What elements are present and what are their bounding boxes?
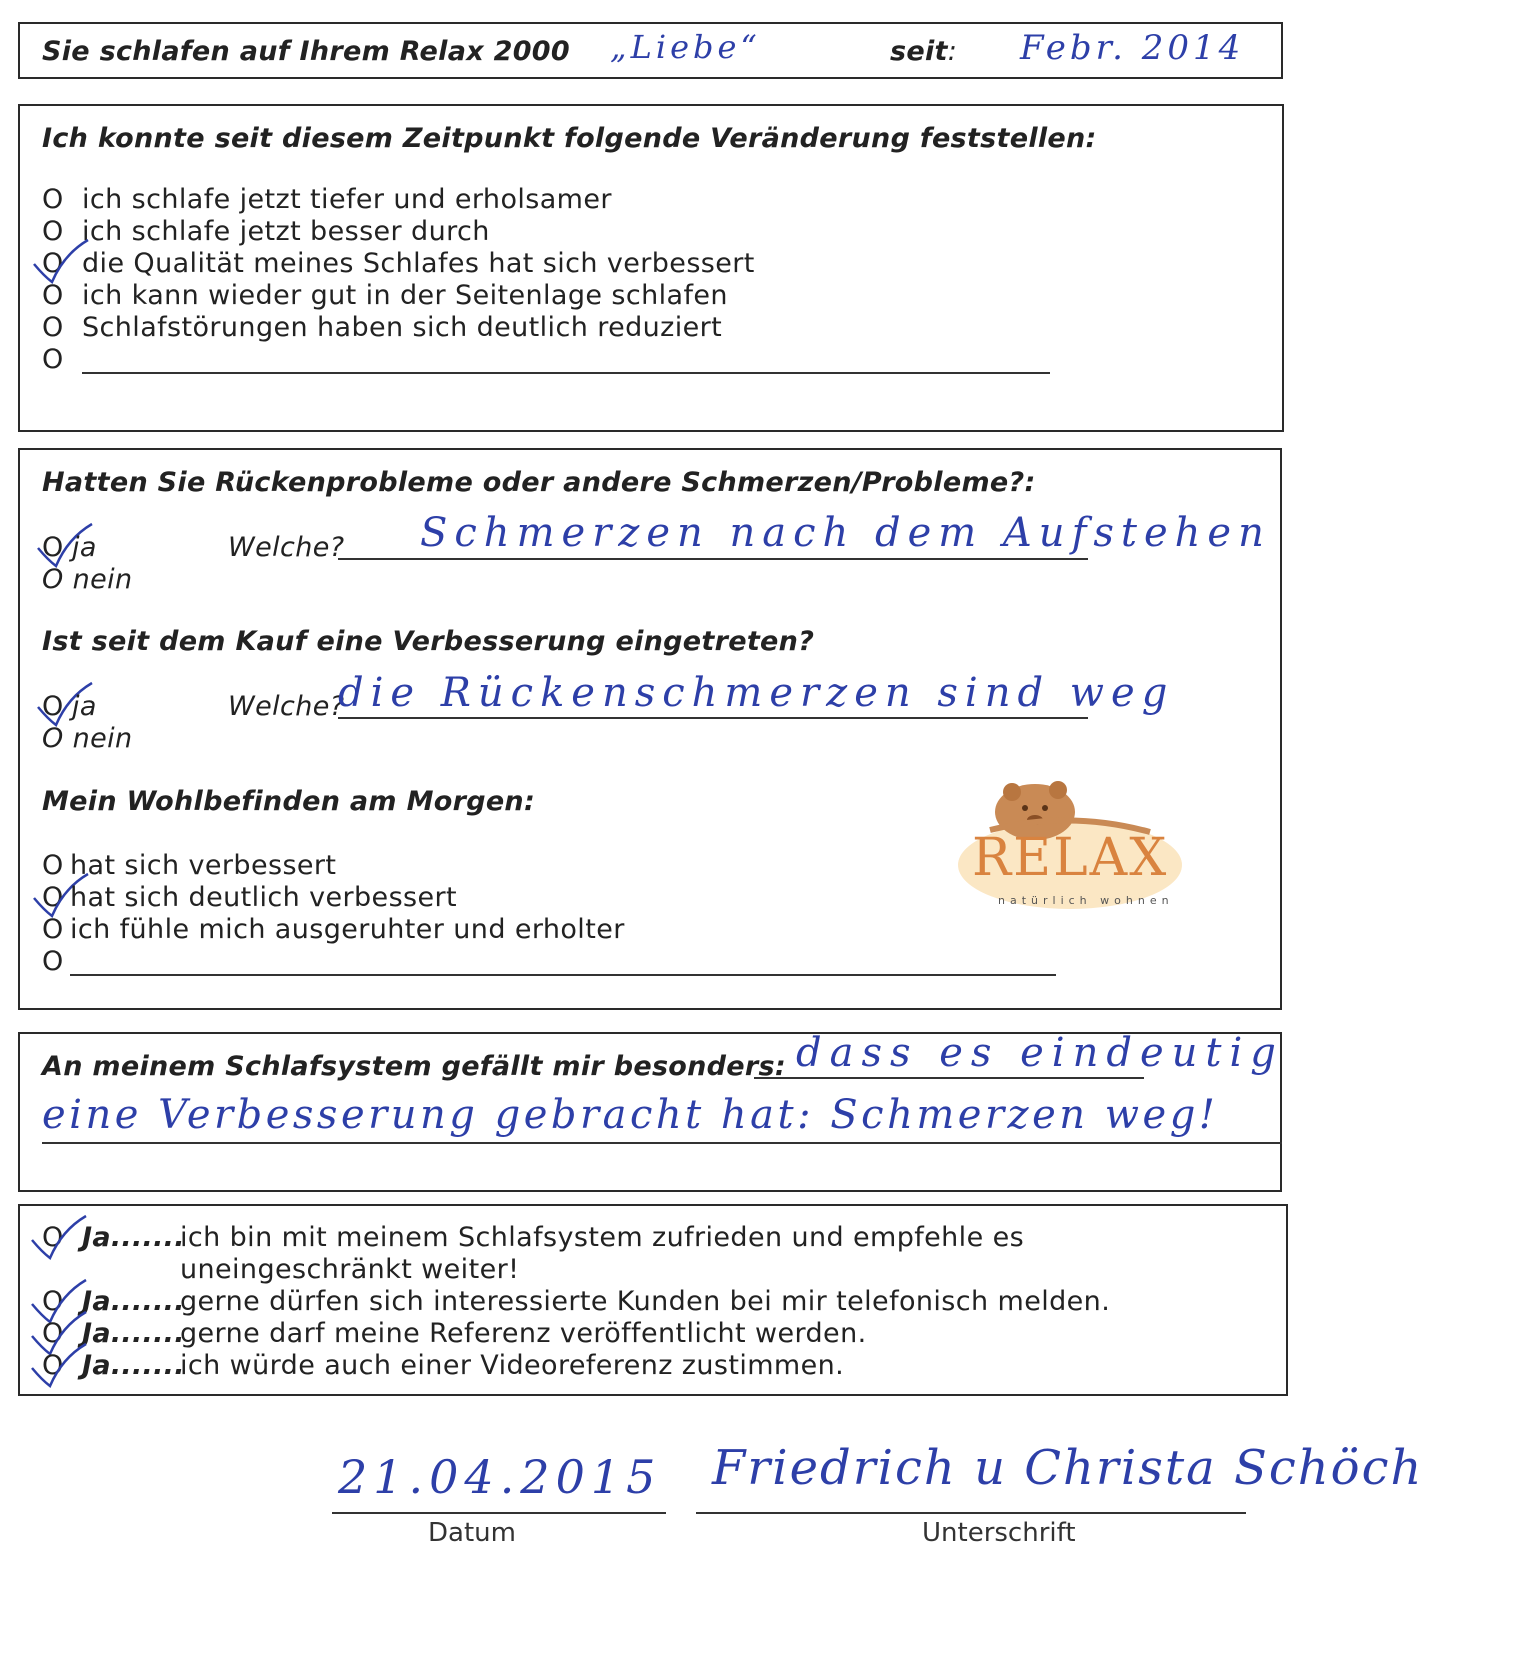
q2-nein-option[interactable]: O nein [42, 723, 133, 754]
date-line [332, 1512, 666, 1514]
relax-logo-tagline: natürlich wohnen [998, 894, 1174, 907]
consent-prefix: Ja....... [82, 1350, 185, 1381]
change-option-label: ich kann wieder gut in der Seitenlage schlafen [82, 280, 728, 311]
q1-title: Hatten Sie Rückenprobleme oder andere Schmerzen/Probleme?: [42, 467, 1036, 498]
likes-box [18, 1032, 1282, 1192]
change-checkbox[interactable]: O [42, 248, 64, 279]
q1-answer-line [338, 558, 1088, 560]
likes-answer-1: dass es eindeutig [796, 1030, 1284, 1076]
header-box [18, 22, 1283, 79]
change-option-label: Schlafstörungen haben sich deutlich reduziert [82, 312, 723, 343]
consent-prefix: Ja....... [82, 1222, 185, 1253]
since-handwritten: Febr. 2014 [1020, 28, 1245, 68]
change-checkbox[interactable]: O [42, 312, 64, 343]
q2-answer-line [338, 717, 1088, 719]
problems-box [18, 448, 1282, 1010]
likes-line-1 [754, 1077, 1144, 1079]
consent-checkbox[interactable]: O [42, 1318, 64, 1349]
wellbeing-option-label: ich fühle mich ausgeruhter und erholter [70, 914, 625, 945]
q1-welche-label: Welche? [228, 532, 345, 563]
check-tick-icon [30, 236, 90, 286]
signature-line [696, 1512, 1246, 1514]
q1-ja-label: ja [72, 532, 97, 563]
change-checkbox[interactable]: O [42, 216, 64, 247]
changes-title: Ich konnte seit diesem Zeitpunkt folgende Veränderung feststellen: [42, 123, 1097, 154]
changes-box [18, 104, 1284, 432]
relax-logo [940, 770, 1200, 920]
likes-answer-2: eine Verbesserung gebracht hat: Schmerzen weg! [42, 1092, 1219, 1138]
consent-label: gerne dürfen sich interessierte Kunden bei mir telefonisch melden. [180, 1286, 1111, 1317]
wellbeing-option-label: hat sich deutlich verbessert [70, 882, 457, 913]
wellbeing-checkbox[interactable]: O [42, 946, 64, 977]
wellbeing-option-label: hat sich verbessert [70, 850, 337, 881]
consent-checkbox[interactable]: O [42, 1350, 64, 1381]
q1-nein-option[interactable]: O nein [42, 564, 133, 595]
seit-label: seit: [890, 36, 958, 67]
date-handwritten: 21.04.2015 [338, 1450, 662, 1504]
change-option-label: die Qualität meines Schlafes hat sich verbessert [82, 248, 755, 279]
consent-checkbox[interactable]: O [42, 1286, 64, 1317]
relax-logo-text: RELAX [972, 828, 1169, 888]
check-tick-icon [28, 1340, 88, 1390]
consent-checkbox[interactable]: O [42, 1222, 64, 1253]
wellbeing-title: Mein Wohlbefinden am Morgen: [42, 786, 536, 817]
change-checkbox[interactable]: O [42, 280, 64, 311]
consent-label-cont: uneingeschränkt weiter! [180, 1254, 520, 1285]
wellbeing-other-line[interactable] [70, 974, 1056, 976]
wellbeing-checkbox[interactable]: O [42, 914, 64, 945]
consents-box [18, 1204, 1288, 1396]
consent-label: ich würde auch einer Videoreferenz zustimmen. [180, 1350, 845, 1381]
wellbeing-checkbox[interactable]: O [42, 882, 64, 913]
q1-answer: Schmerzen nach dem Aufstehen [420, 510, 1271, 556]
consent-label: gerne darf meine Referenz veröffentlicht werden. [180, 1318, 867, 1349]
q2-welche-label: Welche? [228, 691, 345, 722]
model-handwritten: „Liebe“ [610, 28, 761, 66]
q2-answer: die Rückenschmerzen sind weg [338, 670, 1175, 716]
q2-ja-checkbox[interactable]: O [42, 691, 64, 722]
consent-prefix: Ja....... [82, 1286, 185, 1317]
change-other-line[interactable] [82, 372, 1050, 374]
wellbeing-checkbox[interactable]: O [42, 850, 64, 881]
relax-prefix: Sie schlafen auf Ihrem Relax 2000 [42, 36, 570, 67]
date-label: Datum [428, 1518, 516, 1548]
consent-label: ich bin mit meinem Schlafsystem zufrieden und empfehle es [180, 1222, 1025, 1253]
q1-ja-checkbox[interactable]: O [42, 532, 64, 563]
q2-title: Ist seit dem Kauf eine Verbesserung eingetreten? [42, 626, 815, 657]
change-option-label: ich schlafe jetzt tiefer und erholsamer [82, 184, 612, 215]
likes-line-2 [42, 1142, 1282, 1144]
change-checkbox[interactable]: O [42, 184, 64, 215]
check-tick-icon [28, 1212, 88, 1262]
consent-prefix: Ja....... [82, 1318, 185, 1349]
q2-ja-label: ja [72, 691, 97, 722]
signature-label: Unterschrift [922, 1518, 1076, 1548]
signature-handwritten: Friedrich u Christa Schöch [712, 1440, 1424, 1496]
change-option-label: ich schlafe jetzt besser durch [82, 216, 490, 247]
likes-label: An meinem Schlafsystem gefällt mir besonders: [42, 1051, 787, 1082]
change-checkbox[interactable]: O [42, 344, 64, 375]
